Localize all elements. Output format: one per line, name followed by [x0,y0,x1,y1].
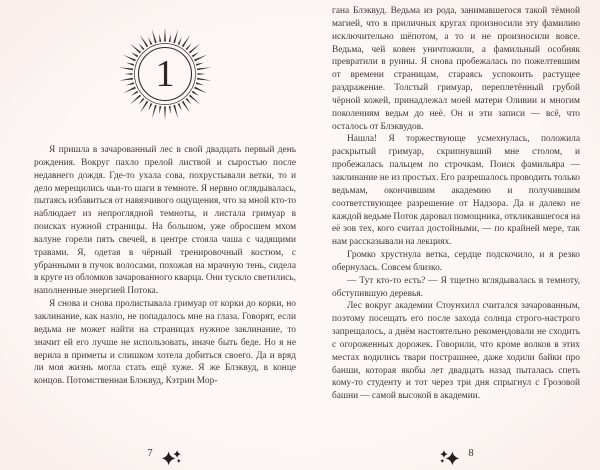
page-footer [332,445,580,462]
sparkle-icon [438,449,460,466]
paragraph: Нашла! Я торжествующе усмехнулась, положила раскрытый гримуар, скрипнувший мне столом, и пробежалась пальцем по строчкам. Поиск фамильяра — заклинание не из простых. Его разрешалось проводить только ведьмам, окончившим академию и получившим соответствующее разрешение от Надзора. Да и далеко не каждой ведьме Поток даровал помощника, откликавшегося на её зов тех, кого считал достойными, — по крайней мере, так нам рассказывали на лекциях. [332,134,580,248]
chapter-number: 1 [155,53,175,95]
paragraph: Я пришла в зачарованный лес в свой двадцать первый день рождения. Вокруг пахло прелой листвой и сыростью после недавнего дождя. Где-то ухала сова, похрустывали ветки, то и дело мерещились чьи-то шаги в темноте. Я нервно оглядывалась, пытаясь избавиться от навязчивого ощущения, что за мной кто-то наблюдает из непроглядной темноты, и листала гримуар в поисках нужной страницы. На большом, уже обросшем мхом валуне горели пять свечей, в центре стояла чаша с чадящими травами. Я, одетая в чёрный тренировочный костюм, с убранными в пучок волосами, похожая на мрачную тень, сидела в круге из обломков зачарованного кварца. Они тускло светились, наполненные энергией Потока. [34,145,296,297]
page-number: 8 [468,448,474,459]
paragraph: гана Блэквуд. Ведьма из рода, занимавшегося такой тёмной магией, что в приличных кругах произносили эту фамилию исключительно шёпотом, а то и не произносили вовсе. Ведьма, чей ковен уничтожили, а фамильный особняк превратили в руины. Я снова пробежалась по пожелтевшим от времени страницам, стараясь успокоить растущее раздражение. Толстый гримуар, переплетённый грубой чёрной кожей, принадлежал моей матери Оливии и многим поколениям ведьм до неё. Он и эти записи — всё, что осталось от Блэквудов. [332,6,580,132]
chapter-heading [34,0,296,144]
paragraph: Лес вокруг академии Стоунхилл считался зачарованным, поэтому посещать его после захода солнца строго-настрого запрещалось, а днём настоятельно рекомендовали не сходить с огороженных дорожек. Говорили, что кроме волков в этих местах водились твари пострашнее, даже ходили байки про банши, которая якобы лет двадцать назад пыталась спеть кому-то студенту и тот через три дня спрыгнул с Грозовой башни — самой высокой в академии. [332,301,580,402]
page-footer [34,445,296,462]
paragraph: Я снова и снова пролистывала гримуар от корки до корки, но заклинание, как назло, не попадалось мне на глаза. Говорят, если ведьма не может найти на страницах нужное заклинание, то значит ей его лучше не использовать, иначе быть беде. Но я не верила в приметы и слишком хотела добиться своего. Да и вряд ли моя жизнь могла стать ещё хуже. Я же Блэквуд, в конце концов. Потомственная Блэквуд, Кэтрин Мор- [34,299,296,387]
left-page-text [34,144,296,430]
paragraph: Громко хрустнула ветка, сердце подскочило, и я резко обернулась. Совсем близко. [332,250,580,273]
chapter-ornament [111,20,219,128]
right-page [332,0,580,470]
left-page [34,0,296,470]
right-page-text [332,0,580,435]
paragraph: — Тут кто-то есть? — Я тщетно вглядывалась в темноту, обступившую деревья. [332,275,580,299]
page-number: 7 [147,448,153,459]
sparkle-icon [161,449,183,466]
